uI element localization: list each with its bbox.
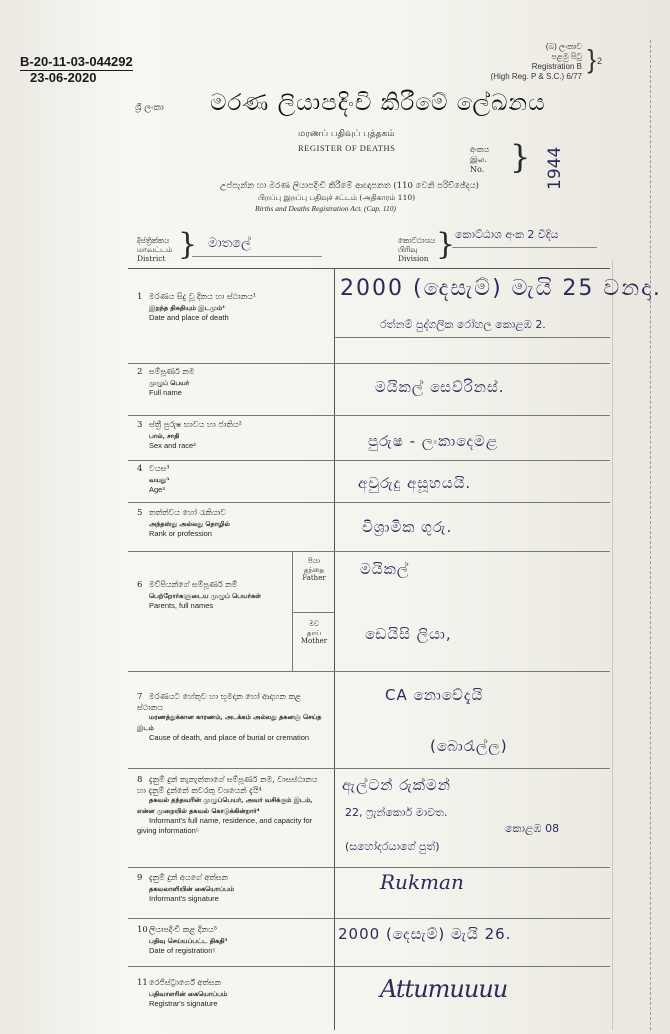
row-divider bbox=[334, 337, 610, 338]
row-divider bbox=[128, 966, 610, 967]
registration-date-value: 2000 (දෙසැම්) මැයි 26. bbox=[338, 925, 512, 943]
row-divider bbox=[128, 415, 610, 416]
district-value: මාතලේ bbox=[208, 236, 251, 251]
district-underline bbox=[192, 256, 322, 257]
act-tamil: பிறப்பு இறப்பு பதிவுச் சட்டம் (அதிகாரம் 110) bbox=[258, 193, 416, 202]
district-label: දිස්ත්‍රික්කය மாவட்டம் District bbox=[137, 236, 173, 263]
row-divider bbox=[128, 551, 610, 552]
brace-icon: } bbox=[436, 227, 456, 262]
full-name-value: මයිකල් සෙව්රිනස්. bbox=[375, 378, 505, 396]
division-value: කොට්ඨාශ අංක 2 විදිය bbox=[455, 228, 559, 241]
father-name-value: මයිකල් bbox=[360, 560, 410, 578]
row-11-label: 11රෙජිස්ට්‍රාර්ගේ අත්සන பதிவாளரின் கையொப்பம் Registrar's signature bbox=[137, 978, 228, 1008]
death-date-value: 2000 (දෙසැම්) මැයි 25 වනදා. bbox=[340, 276, 662, 301]
table-top-border bbox=[128, 268, 610, 269]
row-2-label: 2 සම්පූර්ණ නම முழுப் பெயர் Full name bbox=[137, 367, 195, 397]
row-1-label: 1 මරණය සිදු වූ දිනය හා ස්ථානය¹ இறந்த திகதியும் இடமும்¹ Date and place of death bbox=[137, 292, 257, 322]
informant-address-value: 22, ෆ්‍රැන්කොර් මාවත. bbox=[345, 806, 448, 819]
division-underline bbox=[452, 247, 597, 248]
death-place-value: රත්නම් පුද්ගලික රෝහල කොළඹ 2. bbox=[380, 318, 546, 331]
parent-divider bbox=[292, 551, 293, 671]
row-divider bbox=[128, 918, 610, 919]
row-4-label: 4 වයස³ வயது³ Age³ bbox=[137, 464, 170, 494]
informant-city-value: කොළඹ 08 bbox=[505, 822, 560, 835]
brace-icon: } bbox=[587, 44, 596, 74]
gov-label: ශ්‍රී ලංකා bbox=[135, 103, 164, 113]
serial-label: අංකය இல. No. } bbox=[470, 138, 531, 176]
father-label: පියා தந்தை Father bbox=[302, 557, 326, 582]
act-sinhala: උප්පැන්න හා මරණ ලියාපදිංචි කිරීමේ ආඥාපනත (110 වෙනි පරිච්ඡේදය) bbox=[220, 181, 479, 191]
fold-crease bbox=[612, 260, 613, 1030]
parent-subdivider bbox=[292, 612, 334, 613]
reference-stamp bbox=[20, 55, 133, 85]
row-8-label: 8 දැනුම් දුන් තැනැත්තාගේ සම්පූර්ණ නම, වාසස්ථානය හා දැනුම් දුන්නේ කවරකු වශයෙන් දැයි⁴ தகவல் தந்தவரின் முழுப்பெயர், அவர் வசிக்கும் இடம், என்ன முறையில் தகவல் கொடுக்கின்றார்⁴ Informant's full name, residence, and capacity for giving information⁵ bbox=[137, 775, 318, 835]
serial-number: 1944 bbox=[545, 146, 565, 190]
row-10-label: 10ලියාපදිංචි කළ දිනය⁵ பதிவு செய்யப்பட்ட திகதி⁵ Date of registration⁵ bbox=[137, 925, 228, 955]
age-value: අවුරුදු අසූහයයි. bbox=[358, 474, 472, 492]
fold-line bbox=[650, 40, 651, 1030]
informant-signature: Rukman bbox=[380, 870, 464, 894]
row-7-label: 7 මරණයට හේතුව හා භූමදාන හෝ ආදාහන කළ ස්ථානය மரணத்துக்கான காரணம், அடக்கம் அல்லது தகனஞ் செய்த இடம் Cause of death, and place of burial or cremation bbox=[137, 692, 322, 742]
row-divider bbox=[128, 502, 610, 503]
reference-date: 23-06-2020 bbox=[30, 70, 97, 85]
division-label: කොට්ඨාශය பிரிவு Division bbox=[398, 236, 436, 263]
mother-name-value: ඩෙයිසි ලියා, bbox=[365, 625, 452, 643]
form-corner-info: (බ) ලංකාව පළමු පිටු Registration B (High Reg. P & S.C.) 6/77 } 2 bbox=[490, 42, 602, 81]
act-english: Births and Deaths Registration Act. (Cap. 110) bbox=[255, 204, 396, 213]
informant-capacity-value: (සහෝදරයාගේ පුත්) bbox=[345, 840, 440, 853]
column-divider bbox=[334, 268, 335, 1030]
page-title: මරණ ලියාපදිංචි කිරීමේ ලේඛනය bbox=[210, 90, 546, 116]
row-divider bbox=[128, 460, 610, 461]
mother-label: මව தாய் Mother bbox=[300, 620, 328, 645]
row-divider bbox=[128, 867, 610, 868]
sex-race-value: පුරුෂ - ලංකාදෙමළ bbox=[368, 432, 499, 450]
row-divider bbox=[128, 363, 610, 364]
title-english: REGISTER OF DEATHS bbox=[298, 143, 396, 153]
burial-place-value: (බොරැල්ල) bbox=[430, 737, 508, 755]
reference-number: B-20-11-03-044292 bbox=[20, 54, 133, 69]
brace-icon: } bbox=[178, 227, 198, 262]
row-5-label: 5 තත්ත්වය හෝ රැකියාව அந்தஸ்து அல்லது தொழில் Rank or profession bbox=[137, 508, 230, 538]
row-3-label: 3 ස්ත්‍රී පුරුෂ භාවය හා ජාතිය² பால், சாதி Sex and race² bbox=[137, 420, 242, 450]
title-tamil: மரணப் பதிவுப் புத்தகம் bbox=[298, 129, 395, 139]
brace-icon: } bbox=[510, 138, 531, 176]
profession-value: විශ්‍රාමික ගුරු. bbox=[362, 518, 453, 536]
row-divider bbox=[128, 768, 610, 769]
row-6-label: 6 මව්පියන්ගේ සම්පූර්ණ නම් பெற்றோர்களுடைய முழுப் பெயர்கள் Parents, full names bbox=[137, 580, 262, 610]
cause-of-death-value: CA නොවේදැයි bbox=[385, 686, 484, 704]
informant-name-value: ඇල්ටන් රුක්මන් bbox=[342, 776, 451, 794]
row-9-label: 9 දැනුම් දුන් අයගේ අත්සන தகவலாளியின் கையொப்பம் Informant's signature bbox=[137, 873, 235, 903]
registrar-signature: Attumuuuu bbox=[380, 975, 508, 1003]
row-divider bbox=[128, 671, 610, 672]
